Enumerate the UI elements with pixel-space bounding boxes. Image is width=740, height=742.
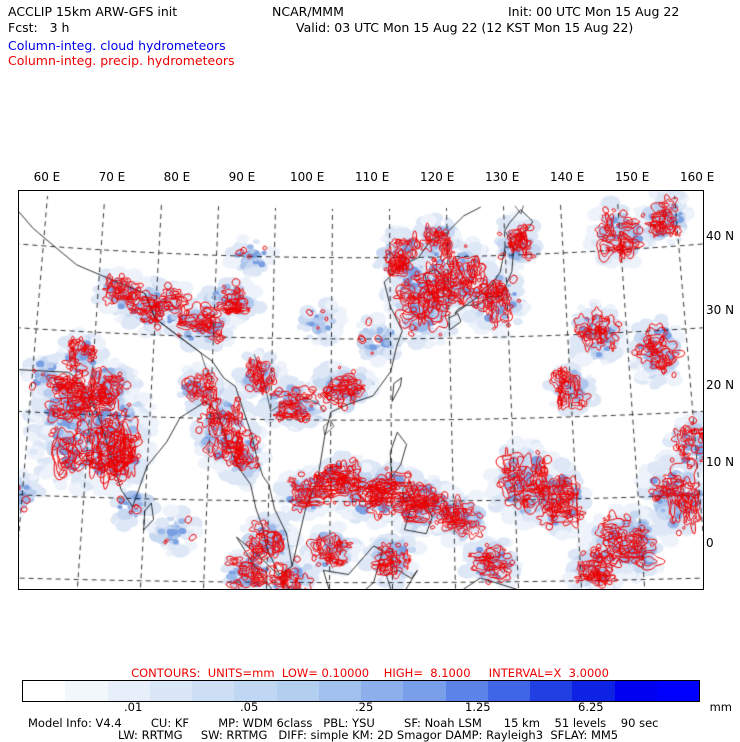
x-tick-label: 90 E — [228, 170, 256, 184]
colorbar-swatch — [657, 681, 699, 701]
map-field-canvas — [19, 191, 703, 589]
colorbar-swatch — [65, 681, 107, 701]
init-time-label: Init: 00 UTC Mon 15 Aug 22 — [508, 4, 680, 19]
colorbar-unit-label: mm — [709, 700, 732, 714]
model-info-line-1: Model Info: V4.4 CU: KF MP: WDM 6class PBL: YSU SF: Noah LSM 15 km 51 levels 90 sec — [28, 716, 659, 730]
colorbar-tick-label: 6.25 — [578, 700, 604, 714]
forecast-hour-label: Fcst: 3 h — [8, 20, 70, 35]
y-tick-label: 0 — [706, 536, 714, 550]
colorbar-tick-label: .25 — [355, 700, 374, 714]
colorbar-tick-label: .05 — [240, 700, 259, 714]
colorbar-tick-label: 1.25 — [465, 700, 491, 714]
y-tick-label: 40 N — [706, 229, 735, 243]
colorbar — [22, 680, 700, 702]
model-info-line-2: LW: RRTMG SW: RRTMG DIFF: simple KM: 2D Smagor DAMP: Rayleigh3 SFLAY: MM5 — [118, 728, 619, 742]
colorbar-tick-label: .01 — [124, 700, 143, 714]
y-tick-label: 30 N — [706, 303, 735, 317]
x-tick-label: 70 E — [98, 170, 126, 184]
colorbar-swatch — [23, 681, 65, 701]
x-tick-label: 80 E — [163, 170, 191, 184]
colorbar-swatch — [446, 681, 488, 701]
x-tick-label: 150 E — [615, 170, 650, 184]
colorbar-swatch — [615, 681, 657, 701]
x-tick-label: 60 E — [33, 170, 61, 184]
valid-time-label: Valid: 03 UTC Mon 15 Aug 22 (12 KST Mon 15 Aug 22) — [296, 20, 634, 35]
field-label-cloud: Column-integ. cloud hydrometeors — [8, 38, 226, 53]
colorbar-swatch — [572, 681, 614, 701]
colorbar-swatch — [361, 681, 403, 701]
field-label-precip: Column-integ. precip. hydrometeors — [8, 53, 235, 68]
colorbar-swatch — [277, 681, 319, 701]
y-tick-label: 10 N — [706, 455, 735, 469]
x-tick-label: 140 E — [550, 170, 585, 184]
y-tick-label: 20 N — [706, 378, 735, 392]
x-tick-label: 160 E — [680, 170, 715, 184]
colorbar-swatch — [530, 681, 572, 701]
colorbar-swatch — [403, 681, 445, 701]
contour-info-label: CONTOURS: UNITS=mm LOW= 0.10000 HIGH= 8.1000 INTERVAL=X 3.0000 — [131, 666, 609, 680]
x-tick-label: 110 E — [355, 170, 390, 184]
x-tick-label: 130 E — [485, 170, 520, 184]
colorbar-swatch — [108, 681, 150, 701]
colorbar-swatch — [319, 681, 361, 701]
model-title: ACCLIP 15km ARW-GFS init — [8, 4, 178, 19]
institution-label: NCAR/MMM — [272, 4, 344, 19]
map-plot-area — [18, 190, 704, 590]
colorbar-swatch — [488, 681, 530, 701]
colorbar-swatch — [192, 681, 234, 701]
colorbar-swatch — [150, 681, 192, 701]
colorbar-swatch — [234, 681, 276, 701]
x-tick-label: 100 E — [290, 170, 325, 184]
x-tick-label: 120 E — [420, 170, 455, 184]
